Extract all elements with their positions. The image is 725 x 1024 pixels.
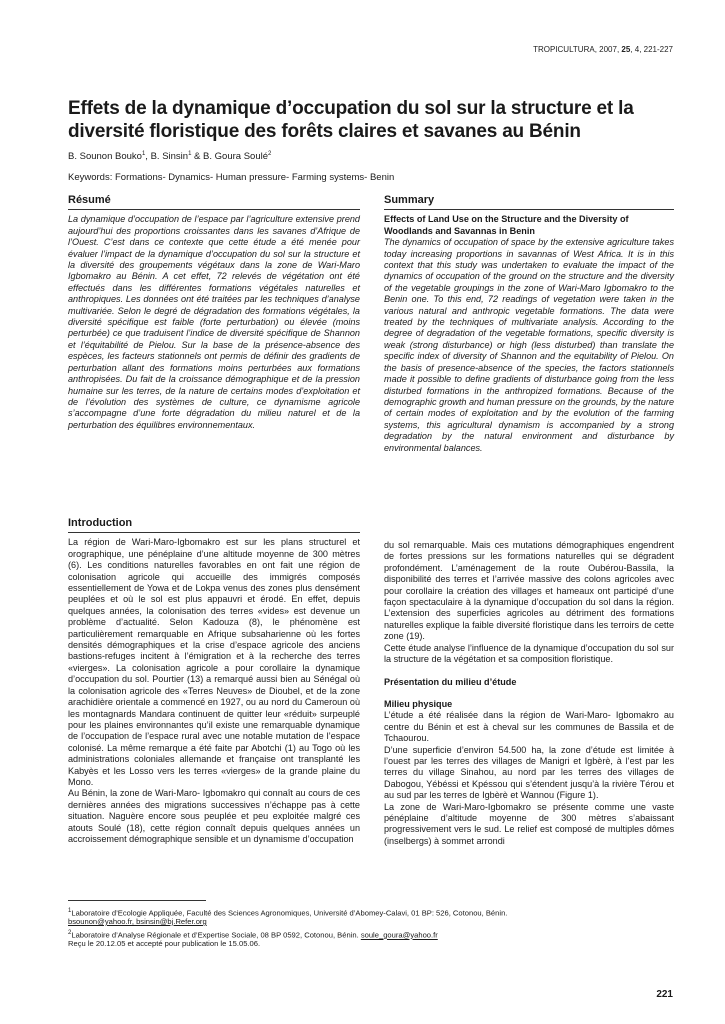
author-1: B. Sounon Bouko xyxy=(68,151,142,163)
presentation-paragraph-2: D’une superficie d’environ 54.500 ha, la zone d’étude est limitée à l’ouest par les terres des villages de Manigri et Igbèrè, à l’est par les terres du village Sinahou, au nord par les terres des villages de Dabogou, Yébéssi et Kpéssou qui s’étendent jusqu’à la rivière Térou et au sud par les terres de Igbèrè et Wannou (Figure 1). xyxy=(384,744,674,801)
resume-section xyxy=(68,195,360,431)
summary-heading: Summary xyxy=(384,194,435,206)
summary-section xyxy=(384,195,674,454)
footnote-2-email: soule_goura@yahoo.fr xyxy=(360,930,438,940)
author-list xyxy=(68,151,271,162)
page-number: 221 xyxy=(656,989,673,1000)
author-2: , B. Sinsin xyxy=(145,151,189,163)
resume-rule xyxy=(68,209,360,210)
author-3-affiliation: 2 xyxy=(268,151,272,157)
article-title: Effets de la dynamique d’occupation du sol sur la structure et la diversité floristique des forêts claires et savanes au Bénin xyxy=(68,98,634,142)
journal-volume: 25 xyxy=(621,45,631,54)
milieu-physique-heading: Milieu physique xyxy=(384,698,453,709)
journal-name: TROPICULTURA, 2007, xyxy=(533,45,622,54)
presentation-paragraph-1: L’étude a été réalisée dans la région de Wari-Maro- Igbomakro au centre du Bénin et est à cheval sur les communes de Bassila et de Tchaourou. xyxy=(384,710,674,744)
footnote-2-marker: 2 xyxy=(68,930,72,936)
presentation-paragraph-3: La zone de Wari-Maro-Igbomakro se présente comme une vaste pénéplaine d’altitude moyenne de 300 mètres s’abaissant progressivement vers le sud. Le relief est composé de multiples dômes (inselbergs) à sommet arrondi xyxy=(384,801,674,846)
footnote-1-marker: 1 xyxy=(68,908,72,914)
summary-subtitle: Effects of Land Use on the Structure and the Diversity of Woodlands and Savannas in Benin xyxy=(384,214,629,236)
summary-text: The dynamics of occupation of space by the extensive agriculture takes today increasing proportions in savannas of West Africa. It is in this context that this study was undertaken to evaluate the impact of the dynamics of occupation of the ground on the structure and the diversity of the vegetable groupings in the zone of Wari-Maro Igbomakro to the Benin one. To this end, 72 readings of vegetation were taken in the various natural and anthropic vegetable formations. The data were treated by the techniques of multivariate analysis. According to the degree of degradation of the vegetable formations, specific diversity is weak (strong disturbance) or high (less disturbed) than translate the specific index of diversity of Shannon and the equitability of Pielou. On the basis of presence-absence of the species, the factors stationnels made it possible to define gradients of disturbance going from the less disturbed formations in the anthropized formations. Because of the demographic growth and human pressure on the grounds, by the nature of certain modes of exploitation and by the evolution of the farming systems, this agricultural dynamism is accompanied by a strong degradation by the natural environment and disturbance by environmental balances. xyxy=(384,237,674,453)
resume-heading: Résumé xyxy=(68,194,111,206)
introduction-paragraph-1: La région de Wari-Maro-Igbomakro est sur les plans structurel et orographique, une pénéplaine d’une altitude moyenne de 300 mètres (6). Les conditions naturelles favorables en ont fait une région de colonisation agricole qui accueille des immigrés composés essentiellement de Yowa et de Lokpa venus des zones plus densément peuplées et où le sol est plus appauvri et érodé. En effet, depuis quelques années, la colonisation des terres «vides» est devenue un problème d’actualité. Selon Kadouza (8), le phénomène est particulièrement remarquable en Afrique subsaharienne où les fortes densités démographiques et la crise d’espace agricole des anciens bastions-refuges incitent à l’émigration et à la recherche des terres «vierges». La colonisation agricole a pour corollaire la dynamique d’occupation du sol. Pourtier (13) a remarqué aussi bien au Sénégal où la colonisation agricole des «Terres Neuves» de Dioubel, et de la zone arachidière orientale a commencé en 1927, ou au nord du Cameroun où les montagnards Mandara continuent de quitter leur «réduit» surpeuplé pour les plaines environnantes qu’il existe une remarquable dynamique de l’occupation de l’espace rural avec une notable mutation de l’espace colonisé. La même remarque a été faite par Abotchi (1) au Togo où les administrations coloniales allemande et française ont transplanté les Kabyès et les Losso vers les terres «vierges» de la grande plaine du Mono. xyxy=(68,537,360,787)
running-head xyxy=(533,45,673,54)
keywords: Keywords: Formations- Dynamics- Human pressure- Farming systems- Benin xyxy=(68,172,395,183)
footnote-1-text: Laboratoire d’Ecologie Appliquée, Faculté des Sciences Agronomiques, Université d’Abomey-Calavi, 01 BP: 526, Cotonou, Bénin. xyxy=(71,908,508,918)
right-column xyxy=(384,540,674,847)
journal-issue-pages: , 4, 221-227 xyxy=(630,45,673,54)
author-2-affiliation: 1 xyxy=(188,151,192,157)
received-date: Reçu le 20.12.05 et accepté pour publication le 15.05.06. xyxy=(68,939,261,948)
introduction-paragraph-4: Cette étude analyse l’influence de la dynamique d’occupation du sol sur la structure de la végétation et sa composition floristique. xyxy=(384,642,674,665)
presentation-heading: Présentation du milieu d’étude xyxy=(384,677,517,688)
introduction-paragraph-3: du sol remarquable. Mais ces mutations démographiques engendrent de fortes pressions sur les formations naturelles qui se dégradent profondément. L’aménagement de la route Oubérou-Bassila, la disponibilité des terres et l’arrivée massive des colons agricoles avec pour corollaire la création des villages et hameaux ont participé d’une façon spectaculaire à la dynamique d’occupation du sol dans la région. L’extension des superficies agricoles au détriment des formations naturelles explique la faible diversité floristique dans les terroirs de cette zone (19). xyxy=(384,540,674,642)
author-1-affiliation: 1 xyxy=(141,151,146,157)
introduction-rule xyxy=(68,532,360,533)
introduction-section xyxy=(68,518,360,845)
introduction-paragraph-2: Au Bénin, la zone de Wari-Maro- Igbomakro qui connaît au cours de ces dernières années des migrations successives n’échappe pas à cette situation. Naguère encore sous peuplée et peu exploitée malgré ces atouts Soulé (18), cette région connaît depuis quelques années un accroissement démographique sensible et un dynamisme d’occupation xyxy=(68,788,360,844)
author-3: & B. Goura Soulé xyxy=(191,151,268,163)
footnote-2-text: Laboratoire d’Analyse Régionale et d’Expertise Sociale, 08 BP 0592, Cotonou, Bénin. xyxy=(71,930,361,940)
resume-text: La dynamique d’occupation de l’espace par l’agriculture extensive prend aujourd’hui des proportions croissantes dans les savanes d’Afrique de l’Ouest. C’est dans ce contexte que cette étude a été menée pour évaluer l’impact de la dynamique d’occupation du sol sur la structure et la diversité des groupements végétaux dans la zone de Wari-Maro Igbomakro au Bénin. A cet effet, 72 relevés de végétation ont été effectués dans les différentes formations végétales naturelles et anthropiques. Les données ont été traitées par les techniques d’analyse multivariée. Selon le degré de dégradation des formations végétales, la diversité spécifique est faible (forte perturbation) ou élevée (moins perturbée) ce que traduisent l’indice de diversité spécifique de Shannon et l’équitabilité de Pielou. Sur la base de la présence-absence des espèces, les facteurs stationnels ont permis de définir des gradients de perturbation allant des formations moins perturbées aux formations anthropisées. Du fait de la croissance démographique et de la pression humaine sur les terres, de la nature de certains modes d’exploitation et de l’évolution des systèmes de culture, ce dynamisme agricole s’accompagne d’une forte dégradation du milieu naturel et de la perturbation des équilibres environnementaux. xyxy=(68,214,360,430)
footnote-1-emails: bsounon@yahoo.fr, bsinsin@bj.Refer.org xyxy=(68,917,207,926)
introduction-heading: Introduction xyxy=(68,517,133,529)
footnote-rule xyxy=(68,900,206,901)
summary-rule xyxy=(384,209,674,210)
